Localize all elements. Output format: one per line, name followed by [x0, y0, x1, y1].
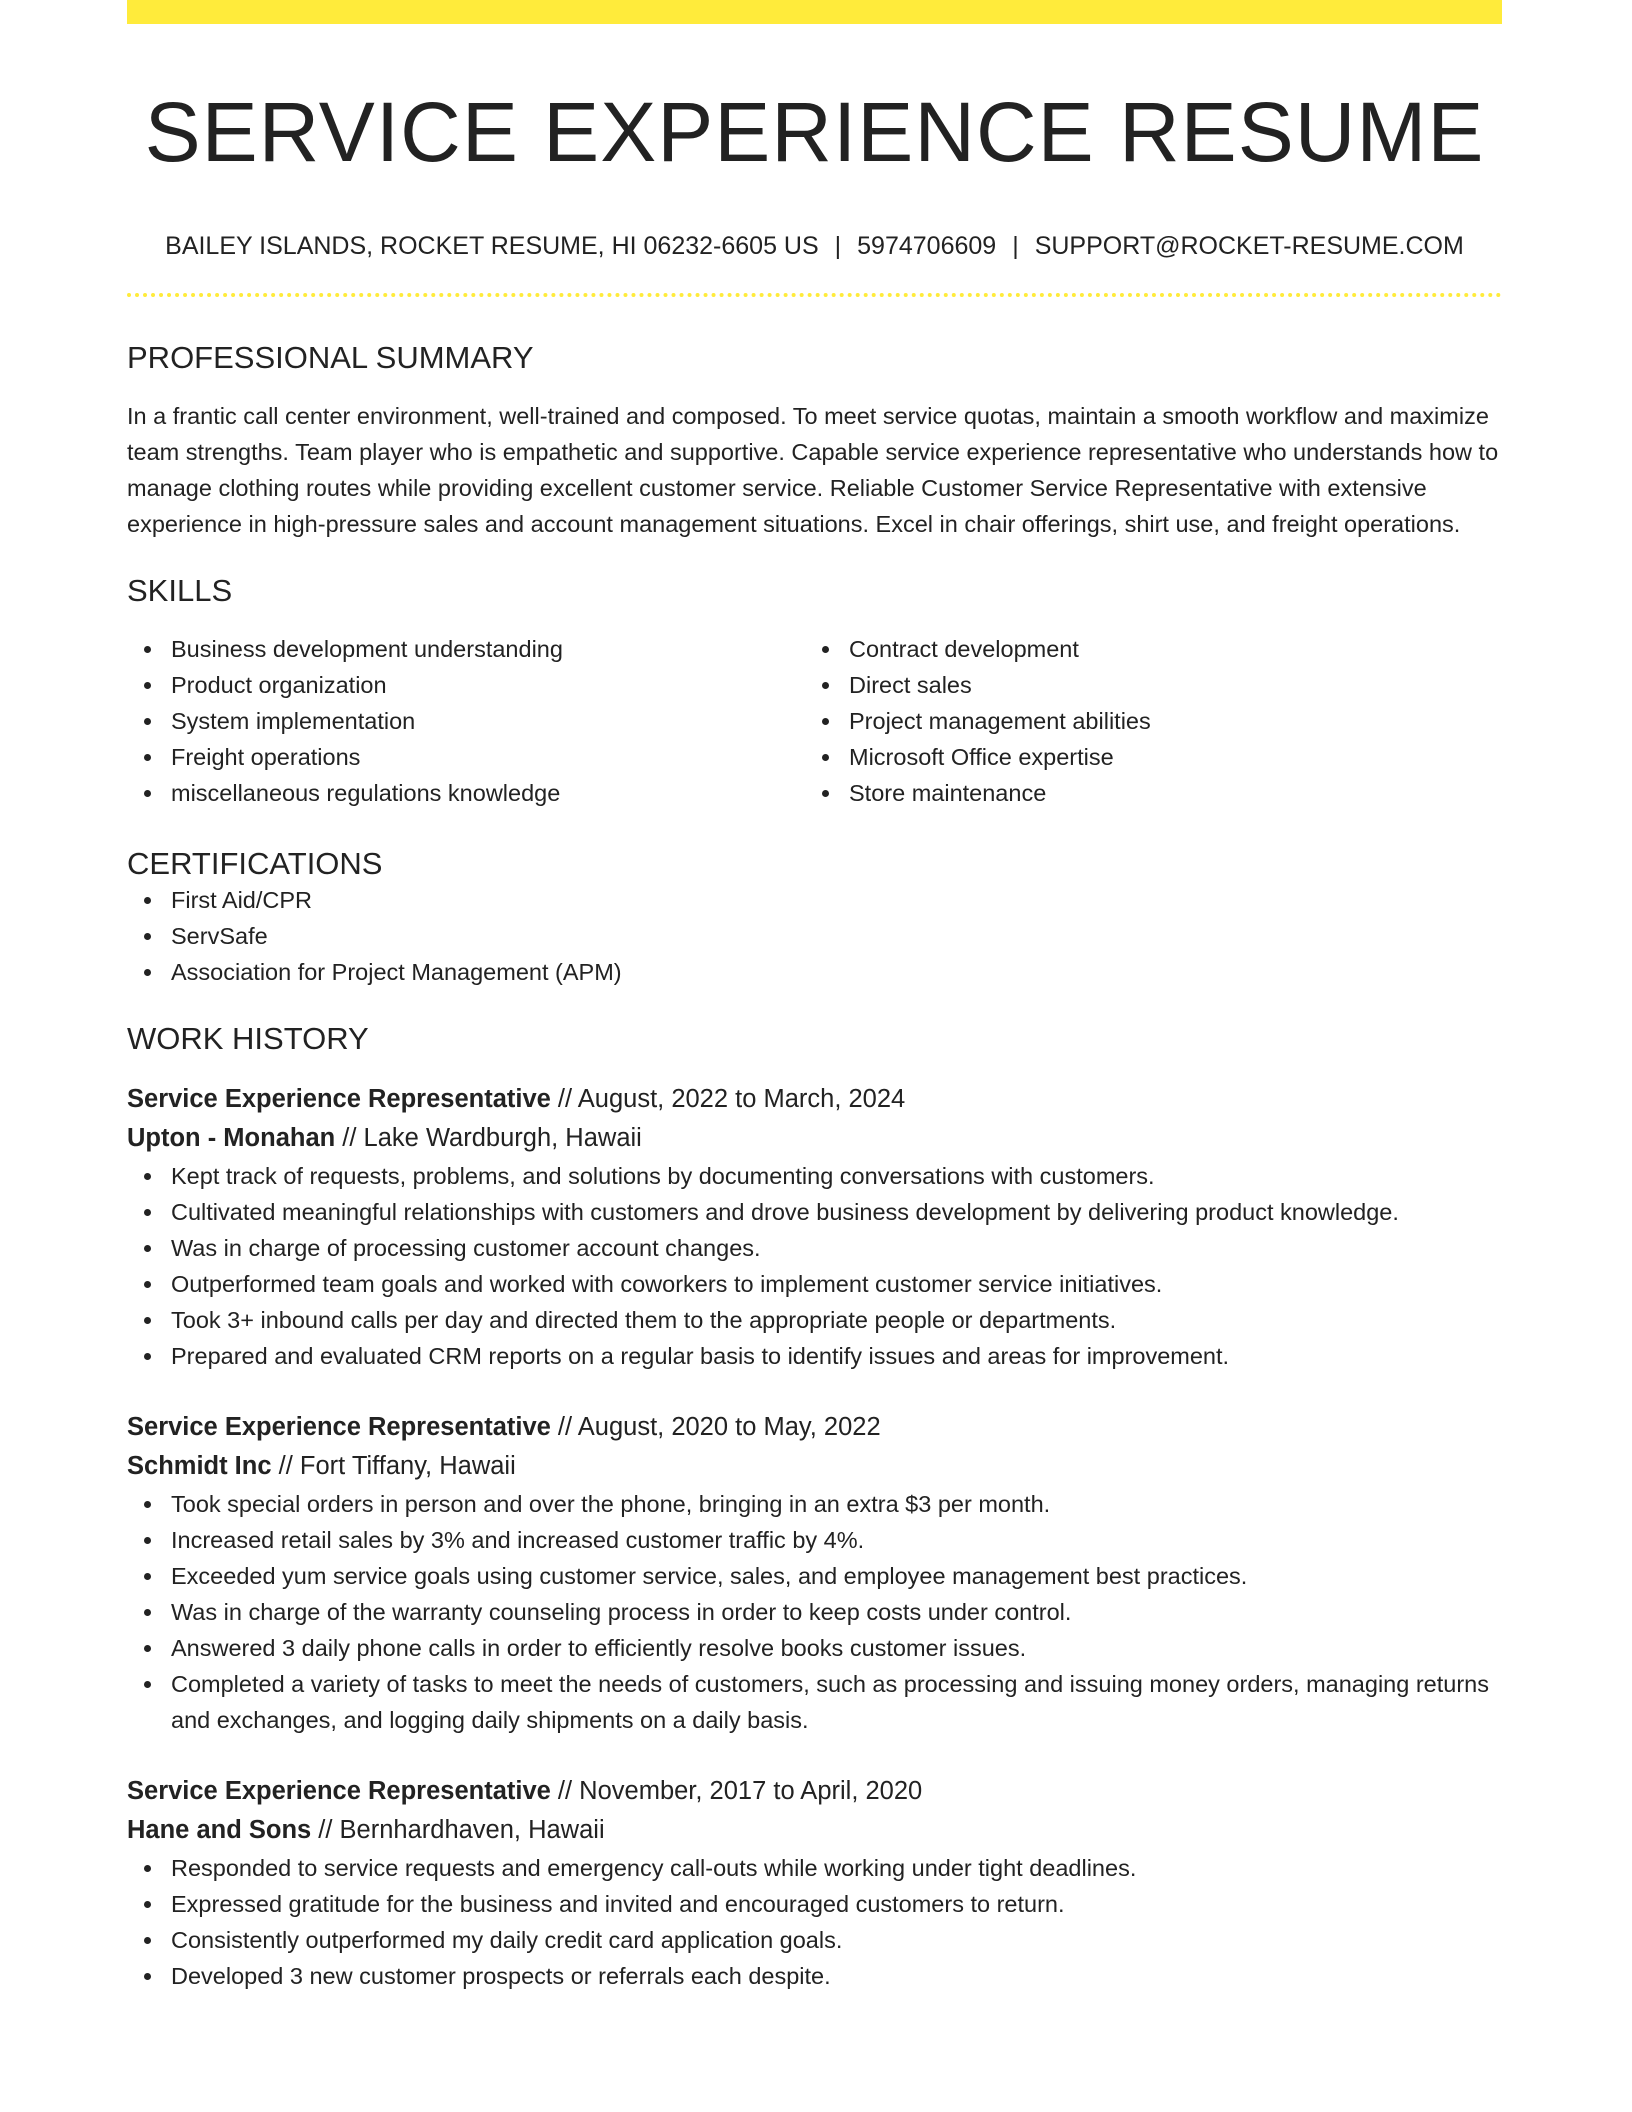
job-location: // Lake Wardburgh, Hawaii — [335, 1123, 642, 1152]
certification-item: First Aid/CPR — [127, 882, 1502, 918]
dotted-divider — [127, 293, 1502, 297]
job-company-line — [127, 1811, 1502, 1850]
job-duty-item: Outperformed team goals and worked with coworkers to implement customer service initiatives. — [127, 1266, 1502, 1302]
job-duty-item: Increased retail sales by 3% and increased customer traffic by 4%. — [127, 1522, 1502, 1558]
job-duty-item: Answered 3 daily phone calls in order to efficiently resolve books customer issues. — [127, 1630, 1502, 1666]
contact-address: BAILEY ISLANDS, ROCKET RESUME, HI 06232-6605 US — [165, 231, 819, 260]
skill-item: Microsoft Office expertise — [805, 739, 1483, 775]
skill-item: Contract development — [805, 631, 1483, 667]
certifications-heading: CERTIFICATIONS — [127, 846, 383, 882]
skill-item: miscellaneous regulations knowledge — [127, 775, 805, 811]
job-duty-item: Expressed gratitude for the business and invited and encouraged customers to return. — [127, 1886, 1502, 1922]
contact-line — [127, 231, 1502, 261]
job-dates: // August, 2020 to May, 2022 — [550, 1412, 881, 1441]
skill-item: Store maintenance — [805, 775, 1483, 811]
job-duty-item: Developed 3 new customer prospects or referrals each despite. — [127, 1958, 1502, 1994]
skills-heading: SKILLS — [127, 572, 233, 608]
certification-item: Association for Project Management (APM) — [127, 954, 1502, 990]
job-duty-item: Consistently outperformed my daily credit card application goals. — [127, 1922, 1502, 1958]
summary-heading: PROFESSIONAL SUMMARY — [127, 339, 534, 375]
summary-text: In a frantic call center environment, well-trained and composed. To meet service quotas, maintain a smooth workflow and maximize team strengths. Team player who is empathetic and supportive. Capable service experience representative who understands how to manage clothing routes while providing excellent customer service. Reliable Customer Service Representative with extensive experience in high-pressure sales and account management situations. Excel in chair offerings, shirt use, and freight operations. — [127, 402, 1499, 537]
job-dates: // August, 2022 to March, 2024 — [550, 1084, 906, 1113]
job-location: // Fort Tiffany, Hawaii — [271, 1451, 516, 1480]
job-company-line — [127, 1119, 1502, 1158]
job-duties-list — [127, 1158, 1502, 1374]
work-history-heading: WORK HISTORY — [127, 1021, 369, 1057]
job-duty-item: Kept track of requests, problems, and solutions by documenting conversations with customers. — [127, 1158, 1502, 1194]
contact-separator: | — [1012, 231, 1019, 260]
job-duty-item: Took 3+ inbound calls per day and directed them to the appropriate people or departments. — [127, 1302, 1502, 1338]
job-role-line — [127, 1080, 1502, 1119]
skill-item: Freight operations — [127, 739, 805, 775]
job-role-line — [127, 1772, 1502, 1811]
skill-item: System implementation — [127, 703, 805, 739]
job-company: Hane and Sons — [127, 1815, 312, 1844]
job-duty-item: Responded to service requests and emergency call-outs while working under tight deadlines. — [127, 1850, 1502, 1886]
skill-item: Business development understanding — [127, 631, 805, 667]
job-location: // Bernhardhaven, Hawaii — [311, 1815, 605, 1844]
contact-phone[interactable]: 5974706609 — [857, 231, 997, 260]
job-dates: // November, 2017 to April, 2020 — [550, 1776, 923, 1805]
job-entry — [127, 1080, 1502, 1374]
job-role: Service Experience Representative — [127, 1776, 551, 1805]
job-company: Upton - Monahan — [127, 1123, 336, 1152]
job-company: Schmidt Inc — [127, 1451, 272, 1480]
top-accent-bar — [127, 0, 1502, 24]
job-entry — [127, 1772, 1502, 1994]
contact-separator: | — [834, 231, 842, 260]
job-role-line — [127, 1408, 1502, 1447]
skill-item: Product organization — [127, 667, 805, 703]
resume-title: SERVICE EXPERIENCE RESUME — [144, 85, 1485, 179]
job-duties-list — [127, 1486, 1502, 1738]
skills-grid — [127, 631, 1502, 811]
contact-email[interactable]: SUPPORT@ROCKET-RESUME.COM — [1034, 231, 1464, 260]
job-duty-item: Completed a variety of tasks to meet the needs of customers, such as processing and issuing money orders, managing returns and exchanges, and logging daily shipments on a daily basis. — [127, 1666, 1502, 1738]
skills-list-right — [805, 631, 1483, 811]
job-company-line — [127, 1447, 1502, 1486]
skills-list-left — [127, 631, 805, 811]
job-duty-item: Cultivated meaningful relationships with customers and drove business development by delivering product knowledge. — [127, 1194, 1502, 1230]
job-duty-item: Exceeded yum service goals using customer service, sales, and employee management best practices. — [127, 1558, 1502, 1594]
job-duty-item: Prepared and evaluated CRM reports on a regular basis to identify issues and areas for improvement. — [127, 1338, 1502, 1374]
job-entry — [127, 1408, 1502, 1738]
job-duty-item: Was in charge of the warranty counseling process in order to keep costs under control. — [127, 1594, 1502, 1630]
job-role: Service Experience Representative — [127, 1412, 551, 1441]
job-role: Service Experience Representative — [127, 1084, 551, 1113]
certification-item: ServSafe — [127, 918, 1502, 954]
resume-page — [127, 0, 1502, 1994]
certifications-list — [127, 882, 1502, 990]
job-duties-list — [127, 1850, 1502, 1994]
skill-item: Direct sales — [805, 667, 1483, 703]
job-duty-item: Took special orders in person and over the phone, bringing in an extra $3 per month. — [127, 1486, 1502, 1522]
skill-item: Project management abilities — [805, 703, 1483, 739]
job-duty-item: Was in charge of processing customer account changes. — [127, 1230, 1502, 1266]
